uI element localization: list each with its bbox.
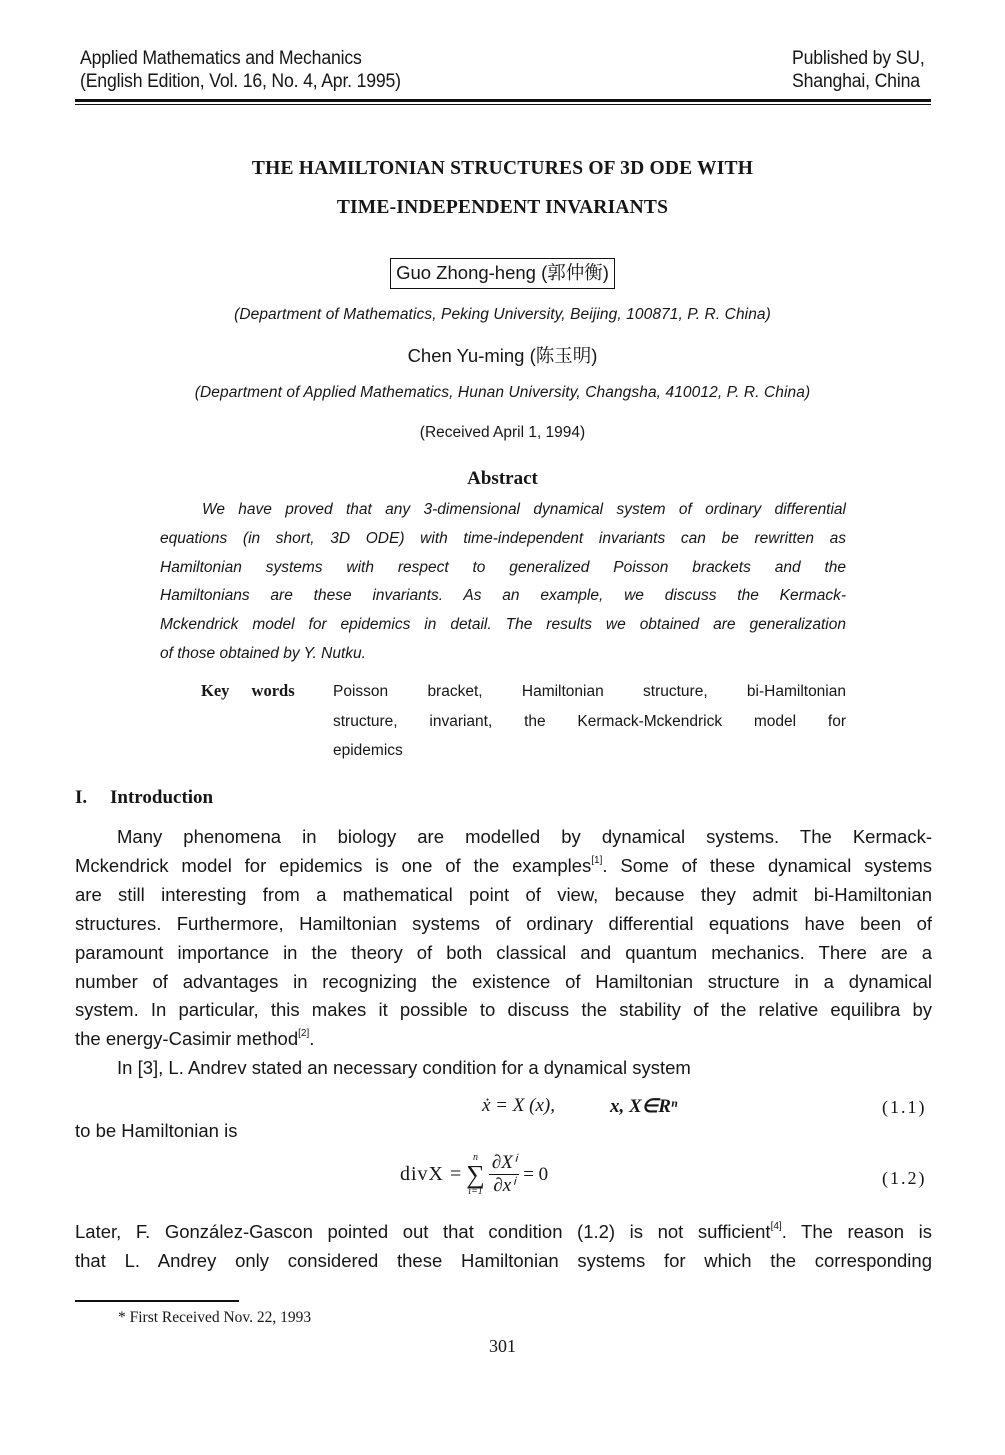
keywords-label: Key words: [201, 681, 295, 700]
body-line: Mckendrick model for epidemics is one of the examples[1]. Some of these dynamical systems: [75, 854, 933, 876]
section-title: Introduction: [110, 787, 214, 808]
author-1-affiliation: (Department of Mathematics, Peking University, Beijing, 100871, P. R. China): [234, 306, 771, 323]
body-line: structures. Furthermore, Hamiltonian systems of ordinary differential equations have been of: [75, 912, 932, 934]
body-line: paramount importance in the theory of both classical and quantum mechanics. There are a: [75, 941, 932, 963]
footnote: * First Received Nov. 22, 1993: [118, 1309, 312, 1326]
equation-1-2: [400, 1152, 548, 1197]
header-rule-thin: [75, 104, 931, 105]
abstract-line: Mckendrick model for epidemics in detail. The results we obtained are generalization: [160, 616, 846, 634]
equation-1-1-number: (1.1): [882, 1097, 927, 1117]
section-number: I.: [75, 787, 88, 808]
author-1: [0, 258, 1005, 289]
journal-edition: (English Edition, Vol. 16, No. 4, Apr. 1995): [80, 71, 401, 92]
equation-1-2-number: (1.2): [882, 1168, 927, 1188]
citation-1[interactable]: [1]: [591, 854, 603, 866]
page-number: 301: [489, 1336, 516, 1356]
body-line: the energy-Casimir method[2].: [75, 1028, 315, 1050]
summation-symbol: n ∑ i=1: [466, 1151, 485, 1197]
publisher-location: Shanghai, China: [792, 71, 921, 92]
equation-1-1-rhs: x, X∈Rⁿ: [610, 1096, 678, 1117]
body-line: system. In particular, this makes it possible to discuss the stability of the relative equilibra by: [75, 999, 932, 1021]
equation-1-2-lhs: divX =: [400, 1163, 463, 1185]
equation-1-2-rhs: = 0: [523, 1163, 549, 1185]
intro-paragraph-1: [75, 823, 932, 1083]
equation-1-1-lhs: ẋ = X (x),: [482, 1095, 555, 1116]
section-heading: [75, 787, 213, 809]
keywords-line: structure, invariant, the Kermack-Mckendrick model for: [333, 712, 846, 730]
intro-paragraph-2: In [3], L. Andrev stated an necessary condition for a dynamical system: [117, 1057, 691, 1079]
author-2-affiliation: (Department of Applied Mathematics, Hunan University, Changsha, 410012, P. R. China): [194, 384, 811, 401]
publisher-header: [792, 47, 925, 93]
journal-name: Applied Mathematics and Mechanics: [80, 48, 362, 69]
body-line: Later, F. González-Gascon pointed out that condition (1.2) is not sufficient[4]. The reason is: [75, 1221, 933, 1242]
abstract-line: of those obtained by Y. Nutku.: [160, 644, 366, 662]
header-rule-thick: [75, 99, 931, 102]
received-date: (Received April 1, 1994): [419, 424, 586, 441]
paper-title-line2: TIME-INDEPENDENT INVARIANTS: [336, 197, 669, 218]
text-between-equations: to be Hamiltonian is: [75, 1120, 238, 1141]
abstract-body: [160, 496, 846, 669]
body-line: Many phenomena in biology are modelled by dynamical systems. The Kermack-: [117, 826, 932, 847]
journal-header: [80, 47, 401, 93]
citation-2[interactable]: [2]: [298, 1028, 310, 1040]
abstract-line: Hamiltonians are these invariants. As an example, we discuss the Kermack-: [160, 587, 846, 605]
author-2-name: Chen Yu-ming (陈玉明): [407, 345, 598, 366]
citation-4[interactable]: [4]: [770, 1221, 782, 1232]
partial-derivative-fraction: $\frac{\text{∂Xⁱ}}{\text{∂xⁱ}}$: [489, 1152, 519, 1197]
intro-paragraph-3: [75, 1218, 932, 1276]
keywords-list: [333, 677, 846, 766]
abstract-line: equations (in short, 3D ODE) with time-independent invariants can be rewritten as: [160, 529, 846, 547]
footnote-rule: [75, 1300, 239, 1302]
abstract-heading: Abstract: [467, 468, 538, 489]
author-1-name: Guo Zhong-heng (郭仲衡): [390, 258, 615, 289]
keywords-line: Poisson bracket, Hamiltonian structure, bi-Hamiltonian: [333, 683, 846, 700]
body-line: that L. Andrey only considered these Hamiltonian systems for which the corresponding: [75, 1249, 932, 1271]
body-line: number of advantages in recognizing the existence of Hamiltonian structure in a dynamical: [75, 970, 932, 992]
abstract-line: Hamiltonian systems with respect to generalized Poisson brackets and the: [160, 558, 846, 576]
paper-title-line1: THE HAMILTONIAN STRUCTURES OF 3D ODE WITH: [251, 158, 754, 179]
body-line: are still interesting from a mathematical point of view, because they admit bi-Hamiltonian: [75, 883, 932, 905]
keywords-line: epidemics: [333, 742, 403, 759]
publisher-name: Published by SU,: [792, 48, 925, 69]
abstract-line: We have proved that any 3-dimensional dynamical system of ordinary differential: [202, 501, 846, 518]
